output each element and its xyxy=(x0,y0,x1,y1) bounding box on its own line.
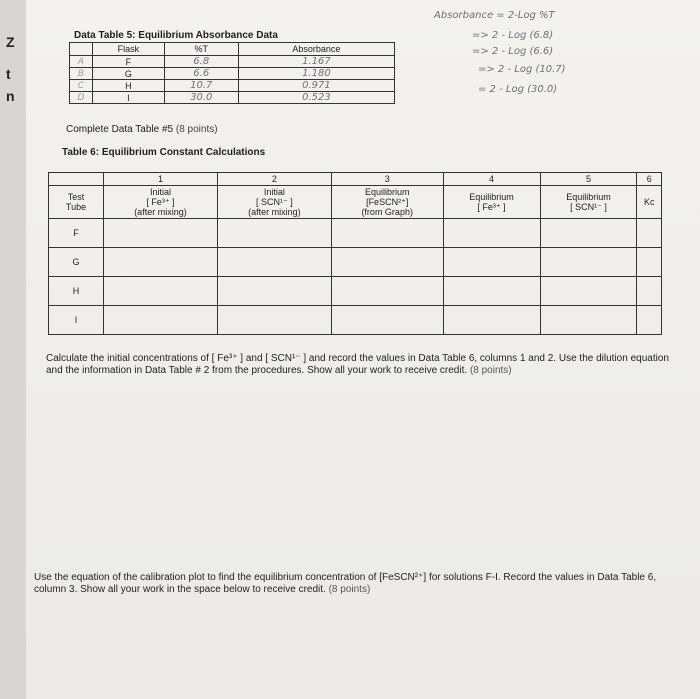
percent-t-cell: 30.0 xyxy=(164,92,238,104)
flask-cell: I xyxy=(93,92,165,104)
row-mark: B xyxy=(70,68,93,80)
header-line: [ Fe³⁺ ] xyxy=(477,202,506,212)
header-line: Equilibrium xyxy=(469,192,514,202)
percent-t-cell: 10.7 xyxy=(164,80,238,92)
header-line: Initial xyxy=(149,187,171,197)
empty-cell[interactable] xyxy=(217,219,331,248)
col-number: 5 xyxy=(540,173,637,186)
empty-cell[interactable] xyxy=(331,277,443,306)
table-row xyxy=(49,248,662,277)
header-line: Kc xyxy=(643,197,655,207)
absorbance-cell: 0.971 xyxy=(238,80,394,92)
table5-mark-header xyxy=(70,43,93,56)
table-row xyxy=(49,306,662,335)
handwritten-note: Absorbance = 2-Log %T xyxy=(434,10,555,21)
handwritten-note: = 2 - Log (30.0) xyxy=(478,84,558,95)
initial-fe-header xyxy=(104,186,218,219)
table-row xyxy=(49,277,662,306)
empty-cell[interactable] xyxy=(443,277,540,306)
col-number: 4 xyxy=(443,173,540,186)
table5-percent-t-header: %T xyxy=(164,43,238,56)
col-number xyxy=(49,173,104,186)
points-label: (8 points) xyxy=(328,584,371,595)
empty-cell[interactable] xyxy=(637,248,662,277)
table-row xyxy=(70,68,395,80)
equilibrium-fe-header xyxy=(443,186,540,219)
left-edge-strip xyxy=(0,0,27,699)
empty-cell[interactable] xyxy=(331,219,443,248)
table-row xyxy=(70,56,395,68)
equilibrium-scn-header xyxy=(540,186,637,219)
empty-cell[interactable] xyxy=(443,219,540,248)
empty-cell[interactable] xyxy=(104,277,218,306)
col-number: 1 xyxy=(104,173,218,186)
col-number: 3 xyxy=(331,173,443,186)
empty-cell[interactable] xyxy=(104,248,218,277)
row-mark: C xyxy=(70,80,93,92)
header-line: [FeSCN²⁺] xyxy=(366,197,409,207)
data-table-6 xyxy=(48,172,662,335)
question-text: Calculate the initial concentrations of [ Fe³⁺ ] and [ SCN¹⁻ ] and record the values in Data Table 6, columns 1 and 2. Use the dilution equation and the information in Data Table # 2 from the procedures. Show all your work to receive credit. xyxy=(46,353,669,376)
header-line: Equilibrium xyxy=(364,187,410,197)
header-line: [ SCN¹⁻ ] xyxy=(255,197,293,207)
header-line: Initial xyxy=(263,187,285,197)
empty-cell[interactable] xyxy=(540,277,637,306)
absorbance-cell: 1.180 xyxy=(238,68,394,80)
header-line: Tube xyxy=(65,202,87,212)
kc-header xyxy=(637,186,662,219)
table5-title: Data Table 5: Equilibrium Absorbance Data xyxy=(74,30,278,41)
col-number: 6 xyxy=(637,173,662,186)
absorbance-cell: 0.523 xyxy=(238,92,394,104)
empty-cell[interactable] xyxy=(217,277,331,306)
table-row xyxy=(70,80,395,92)
test-tube-cell: G xyxy=(49,248,104,277)
empty-cell[interactable] xyxy=(331,306,443,335)
header-line: [ SCN¹⁻ ] xyxy=(570,202,607,212)
empty-cell[interactable] xyxy=(540,306,637,335)
initial-scn-header xyxy=(217,186,331,219)
header-line: [ Fe³⁺ ] xyxy=(146,197,175,207)
empty-cell[interactable] xyxy=(331,248,443,277)
absorbance-cell: 1.167 xyxy=(238,56,394,68)
empty-cell[interactable] xyxy=(104,306,218,335)
empty-cell[interactable] xyxy=(217,248,331,277)
header-line: (from Graph) xyxy=(361,207,413,217)
flask-cell: F xyxy=(93,56,165,68)
empty-cell[interactable] xyxy=(637,277,662,306)
row-mark: A xyxy=(70,56,93,68)
flask-cell: H xyxy=(93,80,165,92)
table6-title: Table 6: Equilibrium Constant Calculations xyxy=(62,147,266,158)
question-equilibrium-concentration xyxy=(34,572,674,596)
test-tube-cell: H xyxy=(49,277,104,306)
data-table-5 xyxy=(69,42,395,104)
test-tube-cell: F xyxy=(49,219,104,248)
flask-cell: G xyxy=(93,68,165,80)
points-label: (8 points) xyxy=(175,124,218,135)
row-mark: D xyxy=(70,92,93,104)
table5-flask-header: Flask xyxy=(93,43,165,56)
empty-cell[interactable] xyxy=(637,306,662,335)
handwritten-note: => 2 - Log (6.8) xyxy=(472,30,554,41)
empty-cell[interactable] xyxy=(637,219,662,248)
strip-char: Z xyxy=(6,34,15,50)
points-label: (8 points) xyxy=(469,365,512,376)
table-row xyxy=(49,219,662,248)
complete-table5-label: Complete Data Table #5 xyxy=(66,124,174,135)
empty-cell[interactable] xyxy=(540,248,637,277)
header-line: (after mixing) xyxy=(134,207,187,217)
col-number: 2 xyxy=(217,173,331,186)
empty-cell[interactable] xyxy=(104,219,218,248)
test-tube-cell: I xyxy=(49,306,104,335)
percent-t-cell: 6.8 xyxy=(164,56,238,68)
strip-char: n xyxy=(6,88,15,104)
strip-char: t xyxy=(6,66,11,82)
complete-table5-instruction xyxy=(66,124,218,135)
table-row xyxy=(70,92,395,104)
test-tube-header xyxy=(49,186,104,219)
header-line: Test xyxy=(67,192,85,202)
equilibrium-fescn-header xyxy=(331,186,443,219)
question-initial-concentrations xyxy=(46,353,686,377)
percent-t-cell: 6.6 xyxy=(164,68,238,80)
empty-cell[interactable] xyxy=(443,306,540,335)
table5-absorbance-header: Absorbance xyxy=(238,43,394,56)
empty-cell[interactable] xyxy=(217,306,331,335)
empty-cell[interactable] xyxy=(443,248,540,277)
header-line: Equilibrium xyxy=(566,192,611,202)
handwritten-note: => 2 - Log (10.7) xyxy=(478,64,566,75)
worksheet-page xyxy=(26,0,700,699)
header-line: (after mixing) xyxy=(248,207,301,217)
handwritten-note: => 2 - Log (6.6) xyxy=(472,46,554,57)
empty-cell[interactable] xyxy=(540,219,637,248)
question-text: Use the equation of the calibration plot to find the equilibrium concentration of [FeSCN²⁺] for solutions F-I. Record the values in Data Table 6, column 3. Show all your work in the space below to receive credit. xyxy=(34,572,657,595)
